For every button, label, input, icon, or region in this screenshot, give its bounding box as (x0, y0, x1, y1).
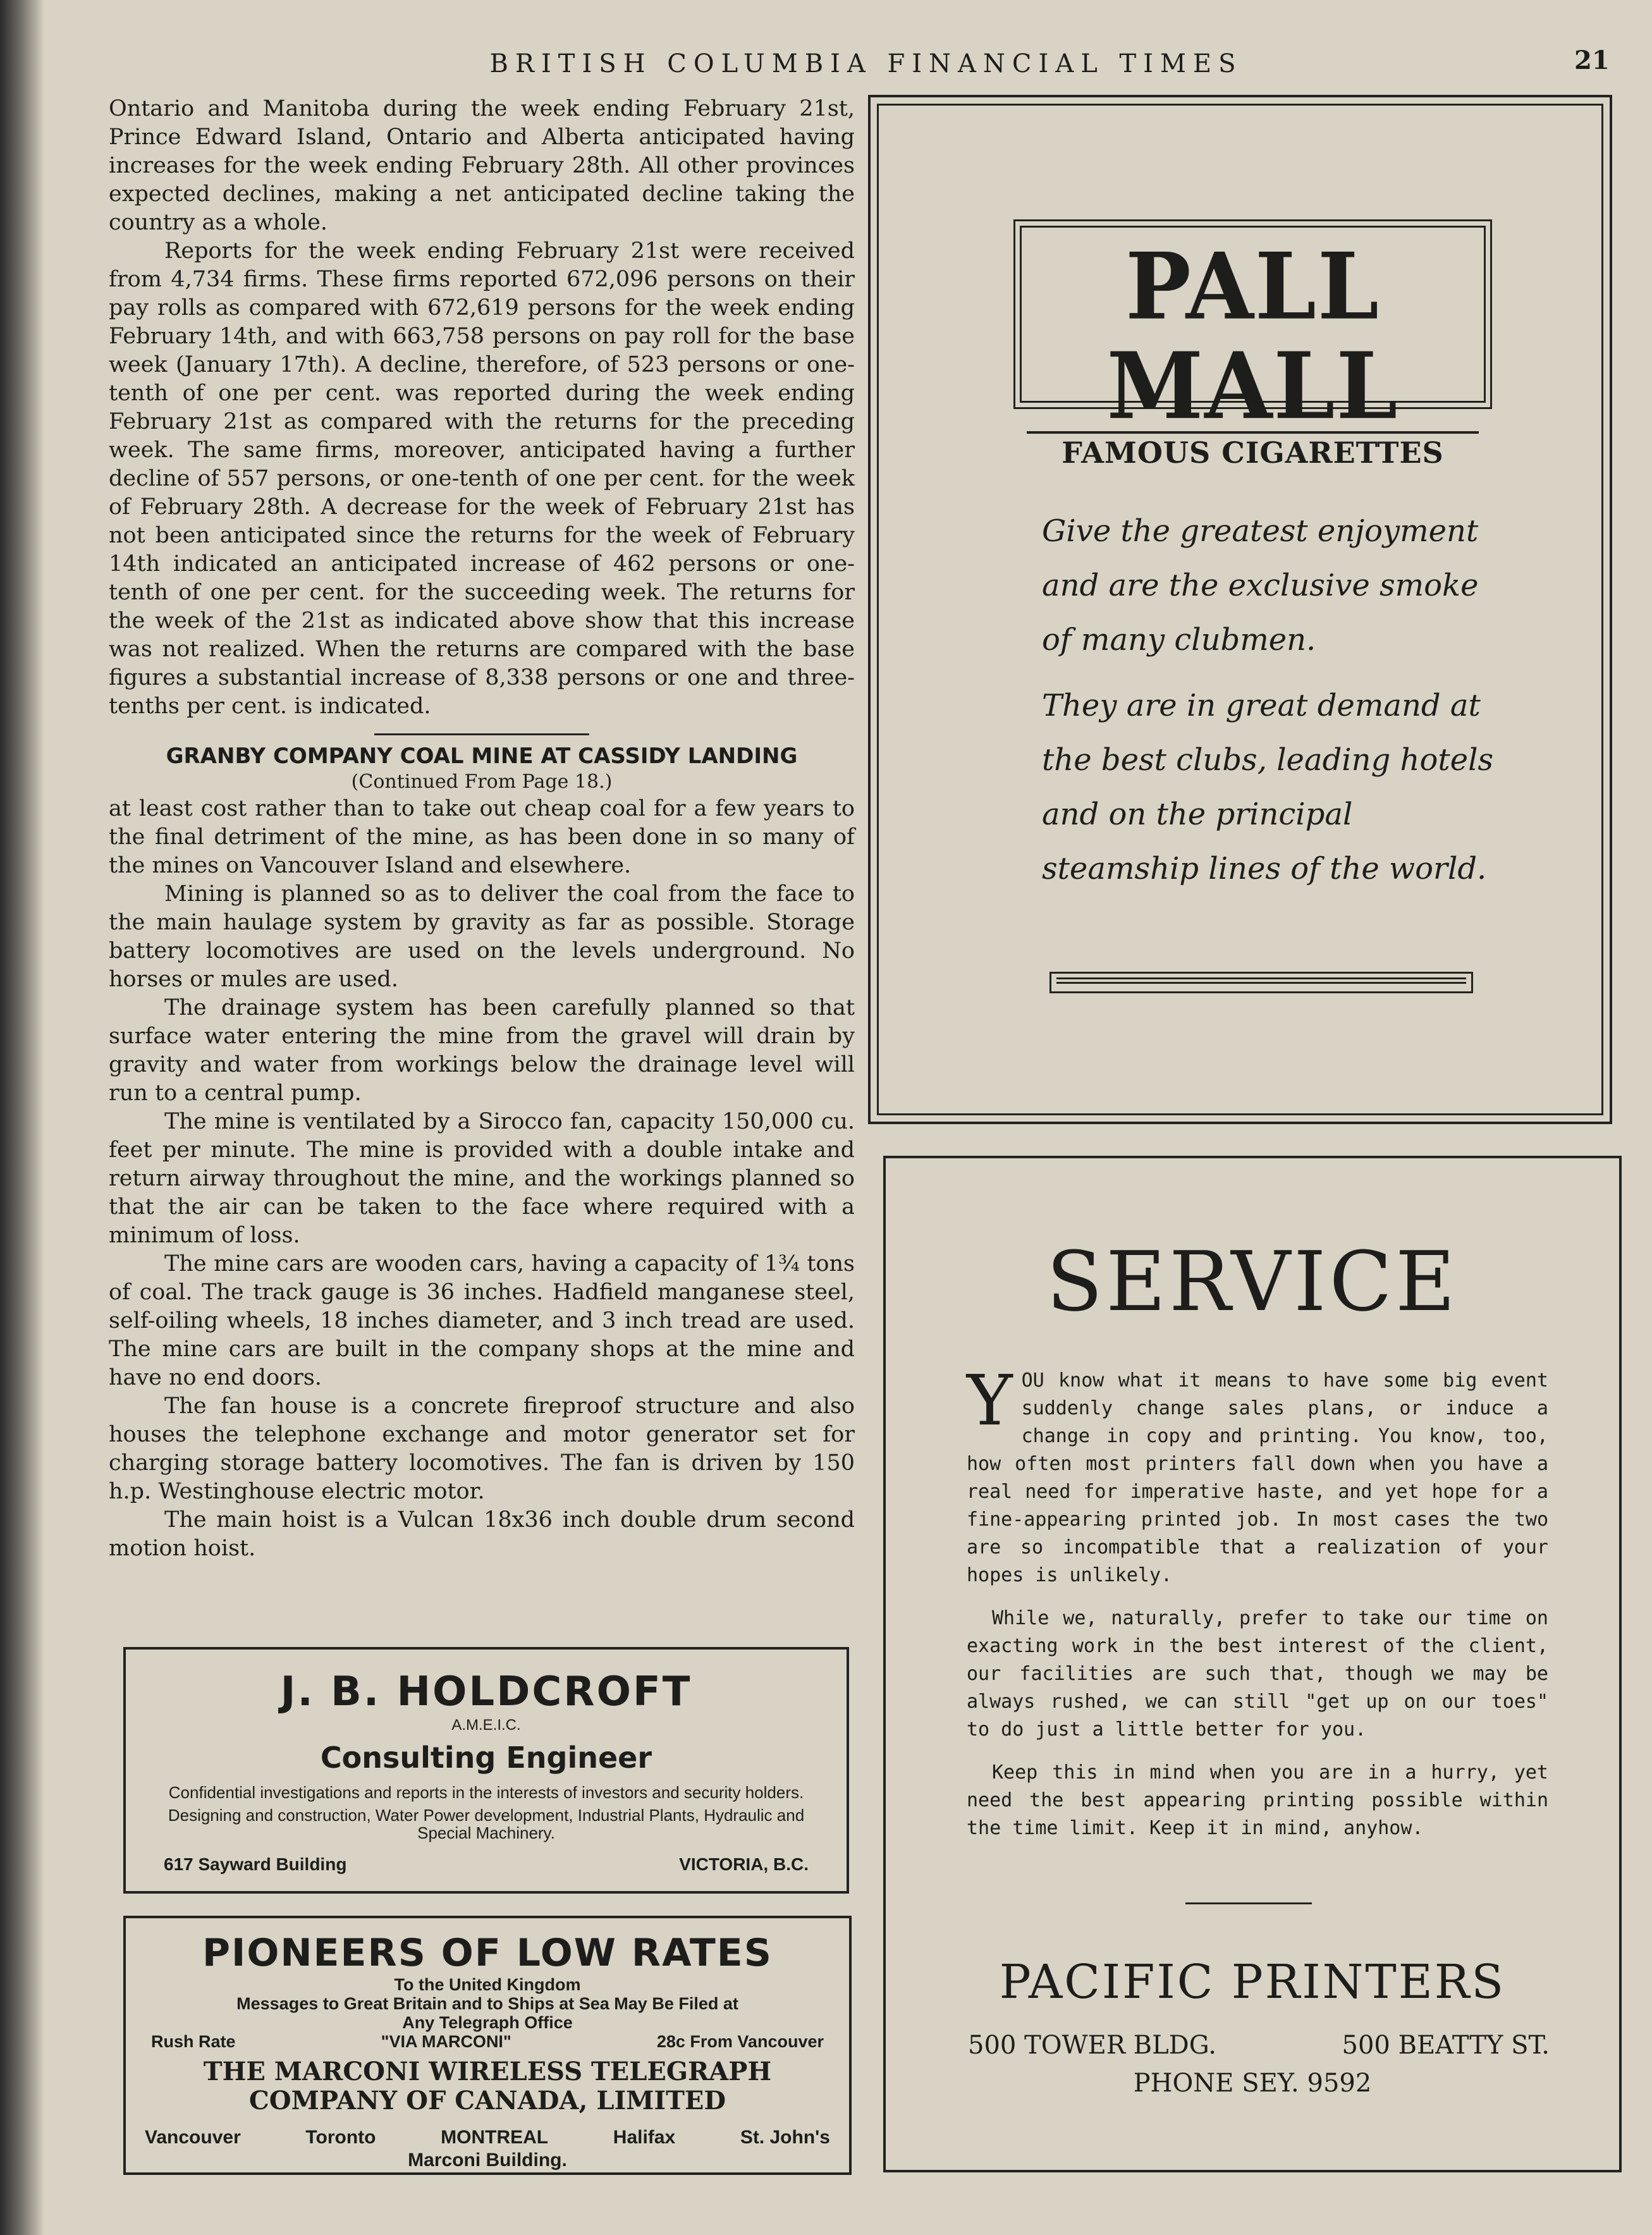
marconi-city: St. John's (740, 2127, 830, 2148)
service-company-name: PACIFIC PRINTERS (999, 1955, 1506, 2009)
pall-mall-logo-frame (1020, 226, 1486, 470)
granby-article-title: GRANBY COMPANY COAL MINE AT CASSIDY LANDING (166, 744, 798, 769)
service-address: 500 BEATTY ST. (1342, 2031, 1550, 2060)
marconi-title: PIONEERS OF LOW RATES (202, 1931, 773, 1975)
running-header: BRITISH COLUMBIA FINANCIAL TIMES (489, 49, 1243, 78)
marconi-city: Vancouver (145, 2127, 241, 2148)
marconi-price: 28c From Vancouver (656, 2032, 824, 2051)
granby-paragraph: The drainage system has been carefully planned so that surface water entering the mine from the gravel will drain by gravity and water from workings below the drainage level will run to a central pump. (109, 995, 855, 1106)
granby-paragraph: The mine cars are wooden cars, having a capacity of 1¾ tons of coal. The track gauge is 36 inches. Hadfield manganese steel, self-oiling wheels, 18 inches diameter, and 3 inch tread are used. The mine cars are built in the company shops at the mine and have no end doors. (109, 1251, 855, 1390)
holdcroft-role: Consulting Engineer (320, 1741, 652, 1775)
marconi-rush-rate: Rush Rate (151, 2032, 236, 2051)
pall-mall-ornament-bar (1049, 972, 1473, 993)
service-paragraph: Keep this in mind when you are in a hurry, yet need the best appearing printing possible within the time limit. Keep it in mind, anyhow. (967, 1761, 1548, 1839)
marconi-rate-row (126, 2032, 849, 2051)
service-paragraph: While we, naturally, prefer to take our time on exacting work in the best interest of the client, our facilities are such that, though we may be always rushed, we can still "get up on our toes" to do just a little better for you. (967, 1607, 1548, 1741)
service-paragraph-text: OU know what it means to have some big event suddenly change sales plans, or induce a change in copy and printing. You know, too, how often most printers fall down when you have a real need for imperative haste, and yet hope for a fine-appearing printed job. In most cases the two are so incompatible that a realization of your hopes is unlikely. (967, 1369, 1548, 1586)
article-paragraph: Reports for the week ending February 21st were received from 4,734 firms. These firms reported 672,096 persons on their pay rolls as compared with 672,619 persons for the week ending February 14th, and with 663,758 persons on pay roll for the base week (January 17th). A decline, therefore, of 523 persons or one-tenth of one per cent. was reported during the week ending February 21st as compared with the returns for the preceding week. The same firms, moreover, anticipated having a further decline of 557 persons, or one-tenth of one per cent. for the week of February 28th. A decrease for the week of February 21st has not been anticipated since the returns for the week of February 14th indicated an anticipated increase of 462 persons or one-tenth of one per cent. for the succeeding week. The returns for the week of the 21st as indicated above show that this increase was not realized. When the returns are compared with the base figures a substantial increase of 8,338 persons or one and three-tenths per cent. is indicated. (109, 238, 855, 719)
holdcroft-services-line: Confidential investigations and reports in the interests of investors and security holders. (168, 1783, 804, 1802)
marconi-city: Toronto (305, 2127, 376, 2148)
marconi-via: "VIA MARCONI" (381, 2032, 511, 2051)
granby-paragraph: The fan house is a concrete fireproof structure and also houses the telephone exchange and motor generator set for charging storage battery locomotives. The fan is driven by 150 h.p. Westinghouse electric motor. (109, 1393, 855, 1504)
pall-mall-tagline: FAMOUS CIGARETTES (1062, 436, 1444, 470)
service-address: 500 TOWER BLDG. (968, 2031, 1216, 2060)
marconi-city: Halifax (613, 2127, 676, 2148)
service-title: SERVICE (1046, 1234, 1459, 1330)
marconi-building: Marconi Building. (408, 2150, 567, 2171)
page-number: 21 (1574, 46, 1610, 75)
marconi-cities-row (126, 2127, 849, 2148)
pall-mall-copy-paragraph: They are in great demand at the best clubs, leading hotels and on the principal steamship lines of the world. (1042, 688, 1494, 886)
pall-mall-logo (1013, 219, 1492, 470)
holdcroft-credentials: A.M.E.I.C. (451, 1717, 521, 1734)
service-body (967, 1360, 1548, 1858)
holdcroft-advertisement (123, 1647, 849, 1894)
service-phone: PHONE SEY. 9592 (1133, 2069, 1372, 2098)
pall-mall-advertisement (868, 95, 1612, 1124)
service-advertisement (883, 1156, 1622, 2172)
granby-paragraph: The mine is ventilated by a Sirocco fan, capacity 150,000 cu. feet per minute. The mine is provided with a double intake and return airway throughout the mine, and the workings planned so that the air can be taken to the face where required with a minimum of loss. (109, 1109, 855, 1248)
pall-mall-inner-frame (877, 104, 1603, 1115)
holdcroft-address: 617 Sayward Building (164, 1854, 347, 1874)
marconi-company-name: THE MARCONI WIRELESS TELEGRAPH (203, 2057, 772, 2086)
holdcroft-address-row (126, 1854, 847, 1875)
service-paragraph (967, 1360, 1548, 1589)
granby-article-subtitle: (Continued From Page 18.) (351, 771, 613, 793)
marconi-company-name: COMPANY OF CANADA, LIMITED (248, 2086, 726, 2116)
marconi-line: To the United Kingdom (394, 1975, 581, 1994)
marconi-line: Any Telegraph Office (402, 2013, 573, 2032)
page-binding-shadow (0, 0, 44, 2235)
left-column (109, 95, 855, 1563)
pall-mall-copy (1042, 504, 1497, 907)
marconi-advertisement (123, 1916, 852, 2175)
section-divider (374, 733, 589, 735)
service-address-row (968, 2031, 1550, 2060)
marconi-city: MONTREAL (441, 2127, 549, 2148)
service-drop-cap: Y (967, 1360, 1013, 1441)
holdcroft-city: VICTORIA, B.C. (679, 1854, 809, 1874)
article-paragraph: Ontario and Manitoba during the week ending February 21st, Prince Edward Island, Ontario and Alberta anticipated having increases for the week ending February 28th. All other provinces expected declines, making a net anticipated decline taking the country as a whole. (109, 96, 855, 235)
service-divider (1185, 1902, 1312, 1904)
pall-mall-brand: PALL MALL (1106, 232, 1399, 440)
granby-paragraph: The main hoist is a Vulcan 18x36 inch double drum second motion hoist. (109, 1507, 855, 1561)
pall-mall-copy-paragraph: Give the greatest enjoyment and are the exclusive smoke of many clubmen. (1042, 513, 1479, 658)
holdcroft-services-line: Designing and construction, Water Power development, Industrial Plants, Hydraulic and Special Machinery. (168, 1806, 805, 1842)
granby-paragraph: Mining is planned so as to deliver the coal from the face to the main haulage system by gravity as far as possible. Storage battery locomotives are used on the levels underground. No horses or mules are used. (109, 881, 855, 992)
granby-paragraph: at least cost rather than to take out cheap coal for a few years to the final detriment of the mine, as has been done in so many of the mines on Vancouver Island and elsewhere. (109, 796, 855, 878)
holdcroft-name: J. B. HOLDCROFT (280, 1669, 692, 1715)
marconi-line: Messages to Great Britain and to Ships at Sea May Be Filed at (236, 1994, 738, 2013)
